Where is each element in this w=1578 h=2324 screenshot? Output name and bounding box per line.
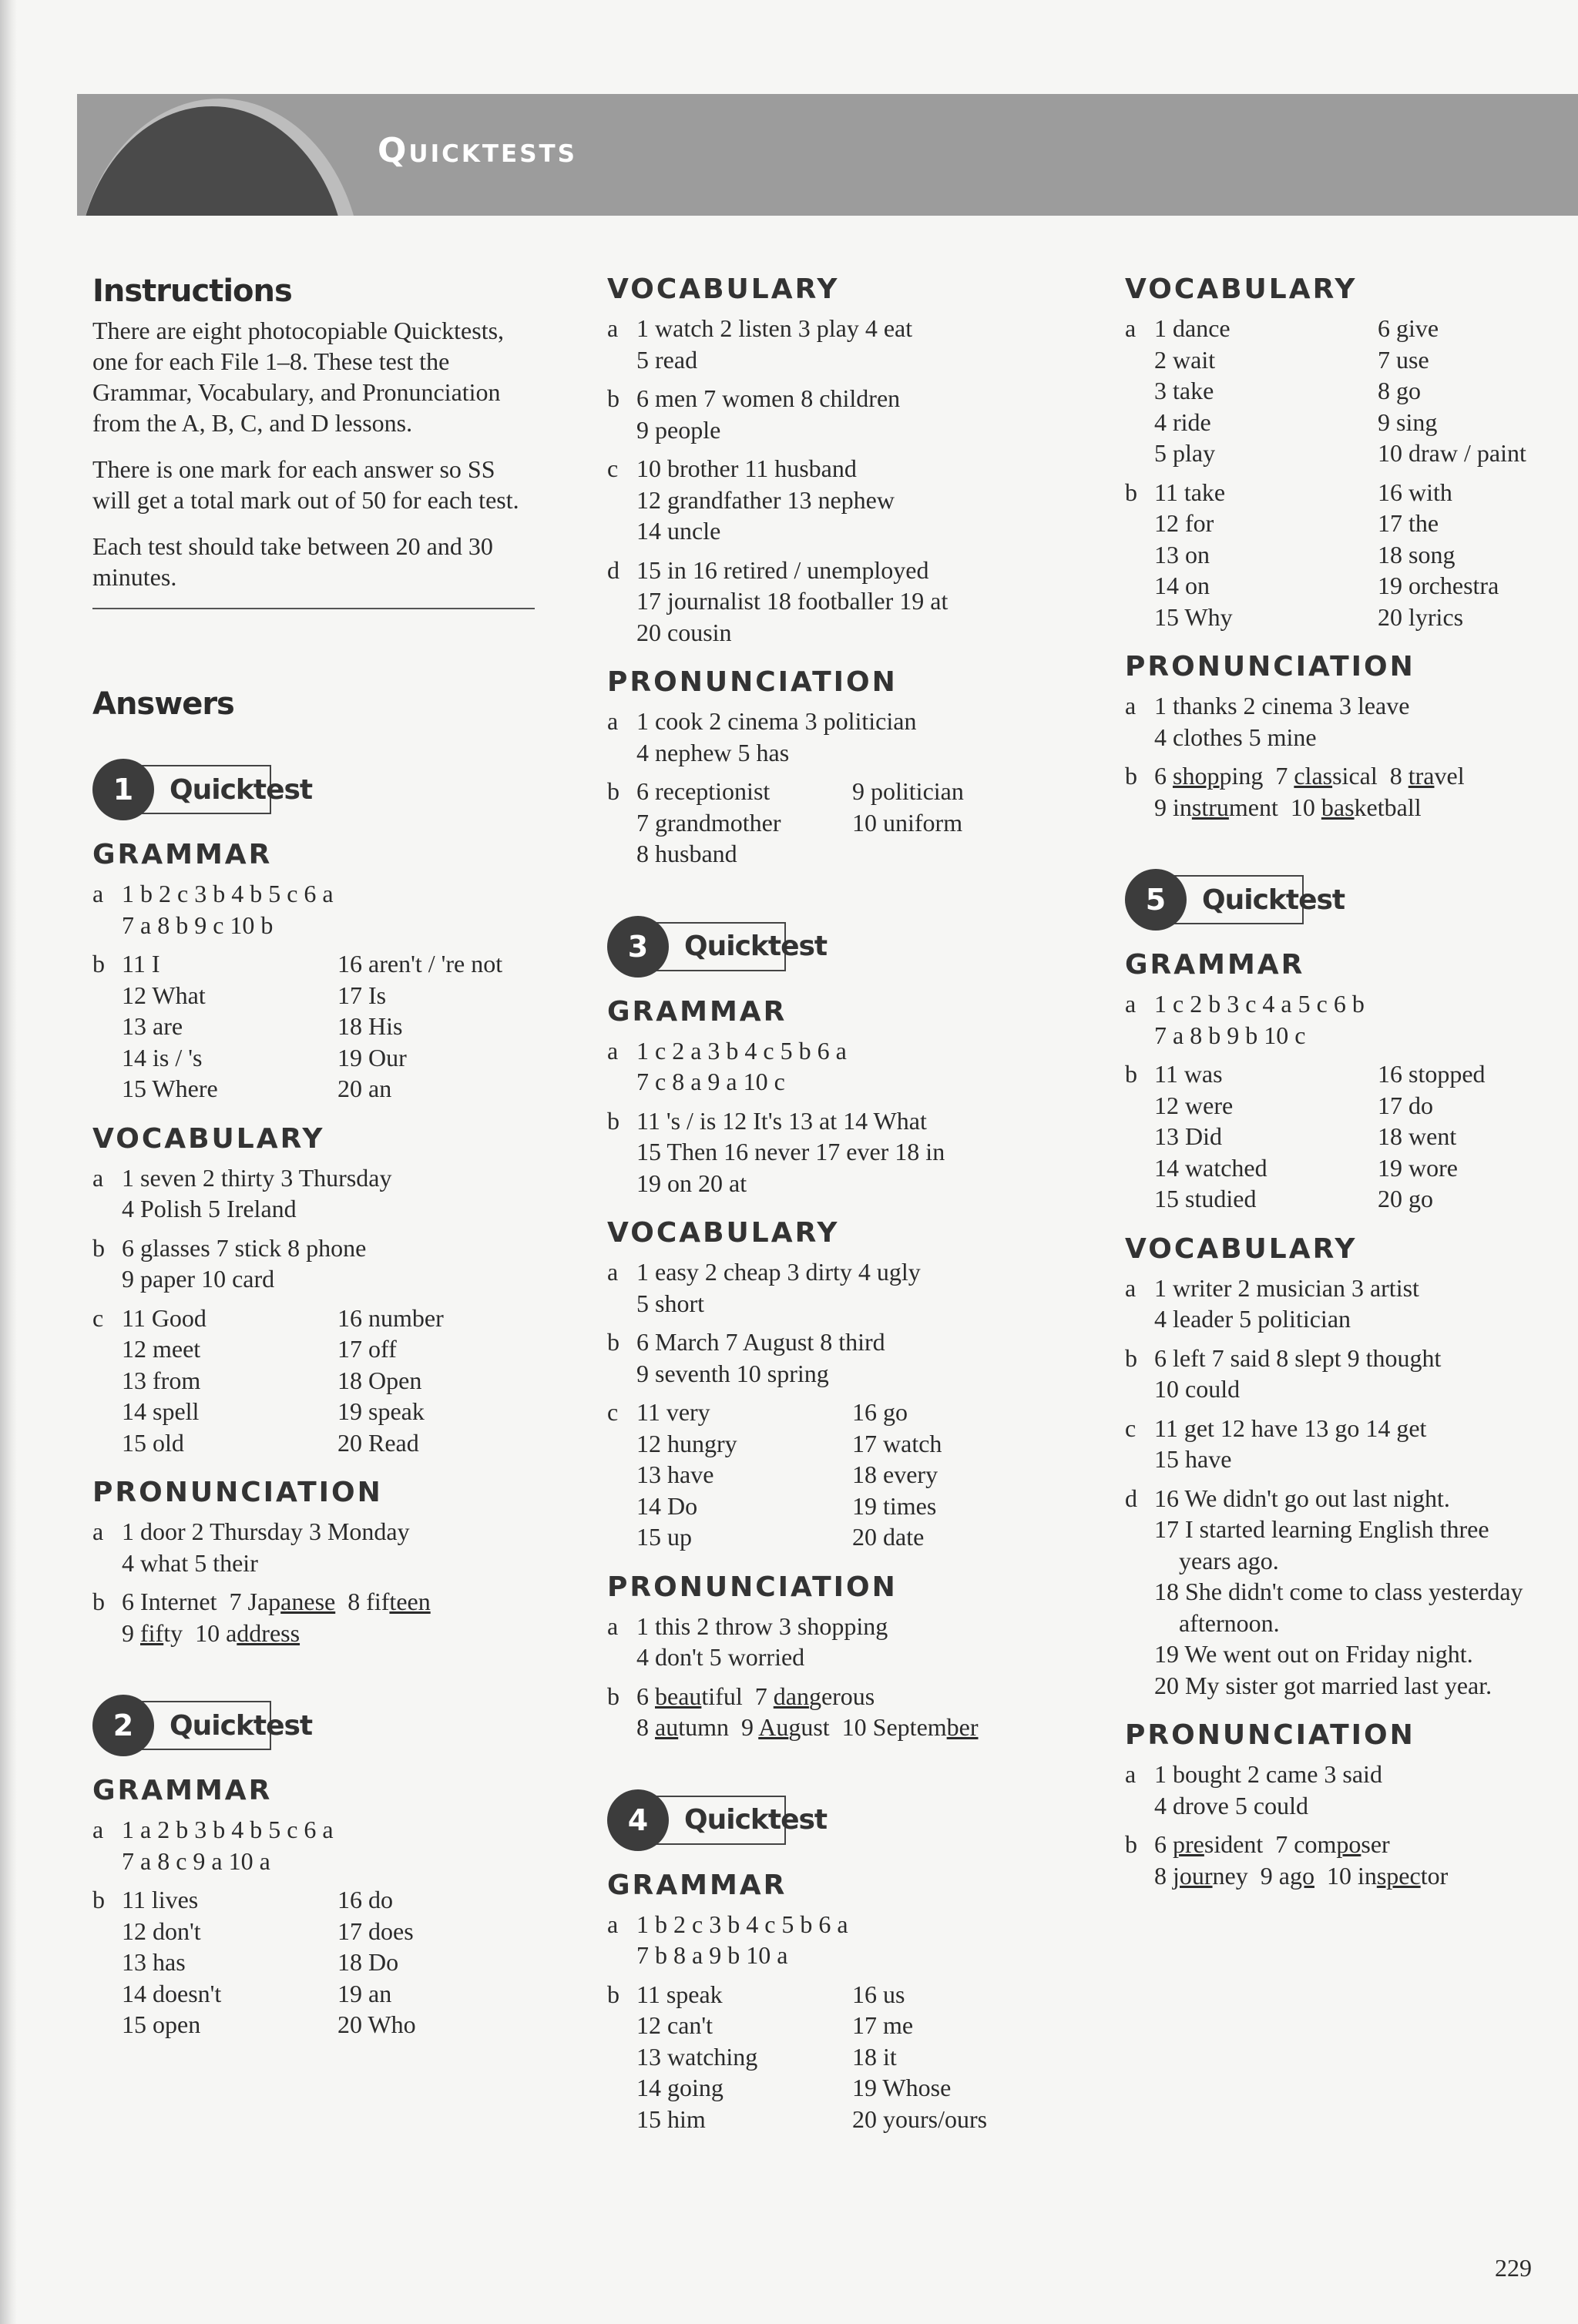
item-letter: a <box>92 1517 104 1545</box>
item-letter: a <box>92 1816 104 1843</box>
quicktest-label: Quicktest <box>650 922 786 971</box>
page-title: Quicktests <box>378 131 578 170</box>
answer-item <box>607 1397 1069 1553</box>
answer-cell: 1 dance <box>1154 314 1231 342</box>
answer-line: 1 c 2 a 3 b 4 c 5 b 6 a <box>636 1036 847 1065</box>
answer-line: 1 door 2 Thursday 3 Monday <box>122 1517 410 1545</box>
answer-item <box>1125 313 1556 469</box>
item-letter: d <box>607 555 619 584</box>
answer-cell: 11 lives <box>122 1886 199 1913</box>
item-letter: b <box>1125 1060 1137 1088</box>
item-letter: c <box>92 1303 104 1332</box>
answer-line: 5 read <box>636 345 698 374</box>
answer-cell: 19 Our <box>337 1043 407 1071</box>
answer-cell: 2 wait <box>1154 345 1216 374</box>
answer-line: 6 left 7 said 8 slept 9 thought <box>1154 1343 1442 1372</box>
answer-item <box>607 453 1069 547</box>
answer-line: 6 shopping 7 classical 8 travel <box>1154 762 1465 790</box>
item-letter: a <box>607 1910 619 1938</box>
answer-line: 4 drove 5 could <box>1154 1791 1308 1819</box>
answer-line: 4 clothes 5 mine <box>1154 723 1317 751</box>
answer-cell: 13 on <box>1154 540 1210 568</box>
answer-line: 1 watch 2 listen 3 play 4 eat <box>636 314 913 342</box>
answer-cell: 20 Read <box>337 1428 419 1457</box>
answer-cell: 8 husband <box>636 840 737 867</box>
answer-line: 19 on 20 at <box>636 1169 747 1197</box>
answer-cell: 20 an <box>337 1075 392 1102</box>
answer-line: 6 president 7 composer <box>1154 1830 1390 1858</box>
instructions-paragraph: There is one mark for each answer so SS will get a total mark out of 50 for each test. <box>92 455 519 514</box>
answer-line: 1 writer 2 musician 3 artist <box>1154 1273 1419 1302</box>
quicktest-label: Quicktest <box>136 1701 271 1750</box>
answer-cell: 12 don't <box>122 1917 201 1945</box>
item-letter: a <box>1125 1760 1136 1788</box>
item-letter: b <box>607 1328 619 1356</box>
answer-line: 15 in 16 retired / unemployed <box>636 555 929 584</box>
item-letter: b <box>92 950 105 978</box>
answer-line: 6 glasses 7 stick 8 phone <box>122 1233 367 1262</box>
answer-item <box>607 1105 1069 1199</box>
answer-cell: 6 give <box>1378 314 1439 342</box>
answer-item <box>607 706 1069 768</box>
answer-cell: 18 His <box>337 1012 403 1040</box>
instructions-paragraph: There are eight photocopiable Quicktests, one for each File 1–8. These test the Grammar, Vocabulary, and Pronunciation from the A, B, C, and D lessons. <box>92 317 505 437</box>
answer-cell: 14 spell <box>122 1397 200 1425</box>
answer-cell: 3 take <box>1154 377 1214 404</box>
answer-item <box>92 1162 539 1225</box>
quicktest-label: Quicktest <box>136 765 271 814</box>
answer-line: 17 journalist 18 footballer 19 at <box>636 587 948 615</box>
answer-cell: 15 old <box>122 1428 184 1457</box>
pronunciation-heading: PRONUNCIATION <box>607 1571 898 1603</box>
answer-cell: 4 ride <box>1154 407 1211 436</box>
quicktest-number-badge: 5 <box>1125 869 1187 931</box>
vocabulary-heading: VOCABULARY <box>607 1217 840 1249</box>
answer-line: 6 Internet 7 Japanese 8 fifteen <box>122 1588 431 1615</box>
answer-cell: 18 every <box>852 1460 938 1488</box>
answer-cell: 9 politician <box>852 777 964 805</box>
answer-cell: 17 do <box>1378 1091 1433 1119</box>
instructions-paragraph: Each test should take between 20 and 30 minutes. <box>92 532 493 591</box>
item-letter: a <box>607 1258 619 1286</box>
answer-line: 1 cook 2 cinema 3 politician <box>636 707 917 735</box>
banner-arc <box>77 106 347 216</box>
answer-line: 4 nephew 5 has <box>636 738 790 766</box>
quicktest-label: Quicktest <box>1168 875 1304 924</box>
answer-item <box>607 776 1069 870</box>
answer-cell: 15 Where <box>122 1075 218 1102</box>
answers-heading: Answers <box>92 686 234 722</box>
item-letter: c <box>607 454 619 482</box>
answer-cell: 19 an <box>337 1979 392 2007</box>
vocabulary-heading: VOCABULARY <box>607 273 840 305</box>
answer-cell: 17 me <box>852 2011 914 2039</box>
answer-line: 6 men 7 women 8 children <box>636 384 901 412</box>
answer-item <box>92 878 539 941</box>
answer-line: 14 uncle <box>636 517 721 545</box>
answer-cell: 16 stopped <box>1378 1060 1486 1088</box>
answer-item <box>607 1256 1069 1319</box>
answer-cell: 19 orchestra <box>1378 572 1499 599</box>
pronunciation-heading: PRONUNCIATION <box>1125 1719 1415 1751</box>
answer-item <box>607 1035 1069 1098</box>
answer-cell: 11 was <box>1154 1060 1223 1088</box>
pronunciation-heading: PRONUNCIATION <box>607 666 898 698</box>
item-letter: a <box>1125 692 1136 719</box>
answer-cell: 15 open <box>122 2010 201 2038</box>
item-letter: a <box>1125 990 1136 1018</box>
answer-cell: 13 have <box>636 1460 714 1488</box>
answer-item <box>607 1611 1069 1673</box>
answer-item <box>607 555 1069 649</box>
answer-cell: 12 were <box>1154 1091 1234 1119</box>
item-letter: b <box>1125 1830 1137 1858</box>
item-letter: b <box>1125 762 1137 790</box>
answer-line: 9 instrument 10 basketball <box>1154 793 1422 821</box>
answer-line: 1 bought 2 came 3 said <box>1154 1760 1382 1788</box>
answer-line: afternoon. <box>1154 1608 1280 1637</box>
answer-item <box>92 1586 539 1648</box>
answer-line: 1 b 2 c 3 b 4 c 5 b 6 a <box>636 1910 848 1938</box>
pronunciation-heading: PRONUNCIATION <box>92 1477 383 1508</box>
answer-line: 1 seven 2 thirty 3 Thursday <box>122 1163 392 1192</box>
answer-cell: 14 on <box>1154 572 1210 599</box>
answer-line: 20 My sister got married last year. <box>1154 1671 1492 1699</box>
answer-cell: 14 going <box>636 2074 724 2101</box>
answer-cell <box>852 838 1069 870</box>
answer-line: 7 a 8 b 9 b 10 c <box>1154 1021 1306 1049</box>
answer-cell: 11 speak <box>636 1980 723 2008</box>
page-number: 229 <box>1495 2254 1532 2282</box>
quicktest-number-badge: 1 <box>92 759 154 820</box>
answer-cell: 16 with <box>1378 478 1452 506</box>
answer-cell: 7 grandmother <box>636 808 781 837</box>
answer-cell: 15 Why <box>1154 602 1233 631</box>
quicktest-5-heading <box>1125 869 1556 931</box>
answer-cell: 16 do <box>337 1886 393 1913</box>
divider <box>92 608 535 609</box>
answer-line: 9 people <box>636 415 721 444</box>
answer-cell: 17 Is <box>337 981 387 1009</box>
item-letter: b <box>607 1980 619 2008</box>
answer-item <box>92 1884 539 2041</box>
answer-item <box>607 383 1069 445</box>
answer-cell: 14 Do <box>636 1491 698 1520</box>
item-letter: b <box>92 1588 105 1615</box>
column-1 <box>92 273 539 2048</box>
answer-cell: 20 Who <box>337 2010 416 2038</box>
answer-line: 1 thanks 2 cinema 3 leave <box>1154 692 1410 719</box>
answer-line: 7 c 8 a 9 a 10 c <box>636 1068 785 1095</box>
quicktest-label: Quicktest <box>650 1796 786 1845</box>
item-letter: b <box>1125 1343 1137 1372</box>
answer-cell: 16 go <box>852 1398 908 1426</box>
answer-line: 7 a 8 c 9 a 10 a <box>122 1846 270 1875</box>
answer-cell: 14 doesn't <box>122 1979 222 2007</box>
answer-cell: 12 can't <box>636 2011 713 2039</box>
answer-cell: 18 Open <box>337 1366 422 1394</box>
answer-cell: 14 is / 's <box>122 1043 203 1071</box>
answer-line: 18 She didn't come to class yesterday <box>1154 1578 1523 1605</box>
answer-cell: 18 went <box>1378 1122 1457 1150</box>
answer-line: years ago. <box>1154 1546 1279 1574</box>
answer-cell: 12 for <box>1154 509 1214 537</box>
item-letter: a <box>607 1036 619 1065</box>
item-letter: b <box>92 1233 105 1262</box>
answer-cell: 6 receptionist <box>636 777 771 805</box>
answer-line: 20 cousin <box>636 618 732 646</box>
answer-item <box>92 1814 539 1876</box>
pronunciation-heading: PRONUNCIATION <box>1125 651 1415 682</box>
item-letter: b <box>607 1682 619 1710</box>
answer-line: 4 leader 5 politician <box>1154 1305 1351 1333</box>
answer-item <box>1125 690 1556 753</box>
answer-cell: 11 I <box>122 950 160 978</box>
answer-cell: 20 yours/ours <box>852 2104 988 2133</box>
answer-item <box>1125 1273 1556 1335</box>
answer-cell: 19 times <box>852 1491 937 1520</box>
answer-cell: 14 watched <box>1154 1153 1267 1182</box>
answer-cell: 16 aren't / 're not <box>337 950 503 978</box>
answer-cell: 10 draw / paint <box>1378 439 1526 467</box>
item-letter: d <box>1125 1484 1137 1512</box>
item-letter: a <box>607 1611 619 1640</box>
answer-line: 1 b 2 c 3 b 4 b 5 c 6 a <box>122 880 334 907</box>
answer-item <box>1125 477 1556 633</box>
answer-item <box>1125 1759 1556 1821</box>
answer-cell: 20 lyrics <box>1378 602 1464 631</box>
answer-line: 7 b 8 a 9 b 10 a <box>636 1941 788 1969</box>
grammar-heading: GRAMMAR <box>92 1775 273 1806</box>
answer-line: 4 what 5 their <box>122 1548 258 1577</box>
item-letter: a <box>607 314 619 342</box>
answer-line: 17 I started learning English three <box>1154 1515 1489 1543</box>
item-letter: a <box>1125 1273 1136 1302</box>
item-letter: b <box>607 1106 619 1135</box>
answer-item <box>92 1232 539 1295</box>
answer-cell: 20 go <box>1378 1185 1433 1212</box>
item-letter: b <box>92 1886 105 1913</box>
answer-line: 11 get 12 have 13 go 14 get <box>1154 1414 1427 1442</box>
answer-cell: 12 What <box>122 981 206 1009</box>
answer-line: 15 have <box>1154 1445 1232 1473</box>
answer-line: 6 beautiful 7 dangerous <box>636 1682 875 1710</box>
answer-cell: 17 the <box>1378 509 1439 537</box>
answer-line: 12 grandfather 13 nephew <box>636 485 895 514</box>
item-letter: b <box>1125 478 1137 506</box>
answer-cell: 11 take <box>1154 478 1226 506</box>
answer-cell: 19 wore <box>1378 1153 1458 1182</box>
answer-cell: 9 sing <box>1378 407 1438 436</box>
answer-cell: 5 play <box>1154 439 1216 467</box>
answer-line: 6 March 7 August 8 third <box>636 1328 885 1356</box>
answer-line: 10 could <box>1154 1375 1241 1403</box>
answer-line: 11 's / is 12 It's 13 at 14 What <box>636 1106 927 1135</box>
answer-item <box>92 948 539 1105</box>
column-3 <box>1125 273 1556 1899</box>
answer-item <box>1125 1058 1556 1215</box>
answer-line: 9 fifty 10 address <box>122 1618 300 1647</box>
answer-item <box>1125 988 1556 1051</box>
quicktest-number-badge: 3 <box>607 916 669 978</box>
answer-line: 8 journey 9 ago 10 inspector <box>1154 1861 1449 1890</box>
vocabulary-heading: VOCABULARY <box>1125 273 1358 305</box>
grammar-heading: GRAMMAR <box>1125 949 1305 981</box>
grammar-heading: GRAMMAR <box>607 1869 787 1901</box>
item-letter: a <box>607 707 619 735</box>
grammar-heading: GRAMMAR <box>607 995 787 1028</box>
answer-cell: 13 has <box>122 1948 186 1976</box>
answer-line: 1 a 2 b 3 b 4 b 5 c 6 a <box>122 1816 334 1843</box>
item-letter: b <box>607 384 619 412</box>
item-letter: a <box>92 1163 104 1192</box>
answer-cell: 7 use <box>1378 345 1429 374</box>
answer-line: 5 short <box>636 1289 704 1317</box>
quicktest-number-badge: 4 <box>607 1789 669 1851</box>
answer-cell: 8 go <box>1378 377 1421 404</box>
answer-item <box>1125 760 1556 823</box>
answer-item <box>607 1979 1069 2135</box>
answer-line: 10 brother 11 husband <box>636 454 857 482</box>
quicktest-number-badge: 2 <box>92 1695 154 1756</box>
quicktest-4-heading <box>607 1789 1069 1851</box>
answer-item <box>607 1326 1069 1389</box>
answer-item <box>607 1681 1069 1743</box>
answer-cell: 10 uniform <box>852 808 963 837</box>
answer-line: 9 paper 10 card <box>122 1265 275 1293</box>
quicktest-1-heading <box>92 759 539 820</box>
answer-cell: 16 number <box>337 1303 444 1332</box>
answer-item <box>92 1516 539 1578</box>
answer-line: 9 seventh 10 spring <box>636 1359 829 1387</box>
item-letter: c <box>607 1398 619 1426</box>
answer-cell: 13 Did <box>1154 1122 1222 1150</box>
quicktest-3-heading <box>607 916 1069 978</box>
answer-line: 4 Polish 5 Ireland <box>122 1195 297 1222</box>
answer-line: 4 don't 5 worried <box>636 1643 805 1671</box>
answer-item <box>1125 1829 1556 1891</box>
page-spine-shadow <box>0 0 17 2324</box>
answer-cell: 13 watching <box>636 2042 758 2071</box>
answer-item <box>607 313 1069 375</box>
answer-cell: 16 us <box>852 1980 905 2008</box>
answer-cell: 17 off <box>337 1335 397 1363</box>
answer-cell: 11 Good <box>122 1303 206 1332</box>
vocabulary-heading: VOCABULARY <box>92 1122 325 1155</box>
item-letter: a <box>92 880 104 907</box>
answer-line: 16 We didn't go out last night. <box>1154 1484 1450 1512</box>
answer-line: 7 a 8 b 9 c 10 b <box>122 910 274 939</box>
answer-cell: 18 Do <box>337 1948 399 1976</box>
answer-cell: 15 him <box>636 2104 706 2133</box>
answer-cell: 17 watch <box>852 1429 942 1457</box>
answer-line: 1 this 2 throw 3 shopping <box>636 1611 888 1640</box>
answer-cell: 18 it <box>852 2042 897 2071</box>
answer-cell: 11 very <box>636 1398 710 1426</box>
answer-line: 15 Then 16 never 17 ever 18 in <box>636 1138 945 1165</box>
vocabulary-heading: VOCABULARY <box>1125 1232 1358 1265</box>
answer-cell: 19 speak <box>337 1397 425 1425</box>
answer-line: 1 easy 2 cheap 3 dirty 4 ugly <box>636 1258 921 1286</box>
answer-line: 19 We went out on Friday night. <box>1154 1640 1473 1668</box>
answer-line: 8 autumn 9 August 10 September <box>636 1713 979 1741</box>
answer-cell: 19 Whose <box>852 2074 952 2101</box>
answer-item <box>1125 1343 1556 1405</box>
title-banner <box>77 94 1578 216</box>
column-2 <box>607 273 1069 2142</box>
answer-item <box>1125 1483 1556 1702</box>
item-letter: c <box>1125 1414 1136 1442</box>
answer-cell: 18 song <box>1378 540 1455 568</box>
answer-line: 1 c 2 b 3 c 4 a 5 c 6 b <box>1154 990 1365 1018</box>
instructions-heading: Instructions <box>92 273 292 309</box>
answer-item <box>92 1303 539 1459</box>
item-letter: b <box>607 777 619 805</box>
answer-cell: 12 hungry <box>636 1429 737 1457</box>
answer-item <box>1125 1413 1556 1475</box>
answer-cell: 20 date <box>852 1523 925 1551</box>
answer-cell: 13 are <box>122 1012 183 1040</box>
answer-cell: 15 studied <box>1154 1185 1257 1212</box>
quicktest-2-heading <box>92 1695 539 1756</box>
answer-item <box>607 1909 1069 1971</box>
answer-cell: 17 does <box>337 1917 414 1945</box>
answer-cell: 12 meet <box>122 1335 201 1363</box>
answer-cell: 13 from <box>122 1366 201 1394</box>
answer-cell: 15 up <box>636 1523 692 1551</box>
item-letter: a <box>1125 314 1136 342</box>
grammar-heading: GRAMMAR <box>92 839 273 870</box>
